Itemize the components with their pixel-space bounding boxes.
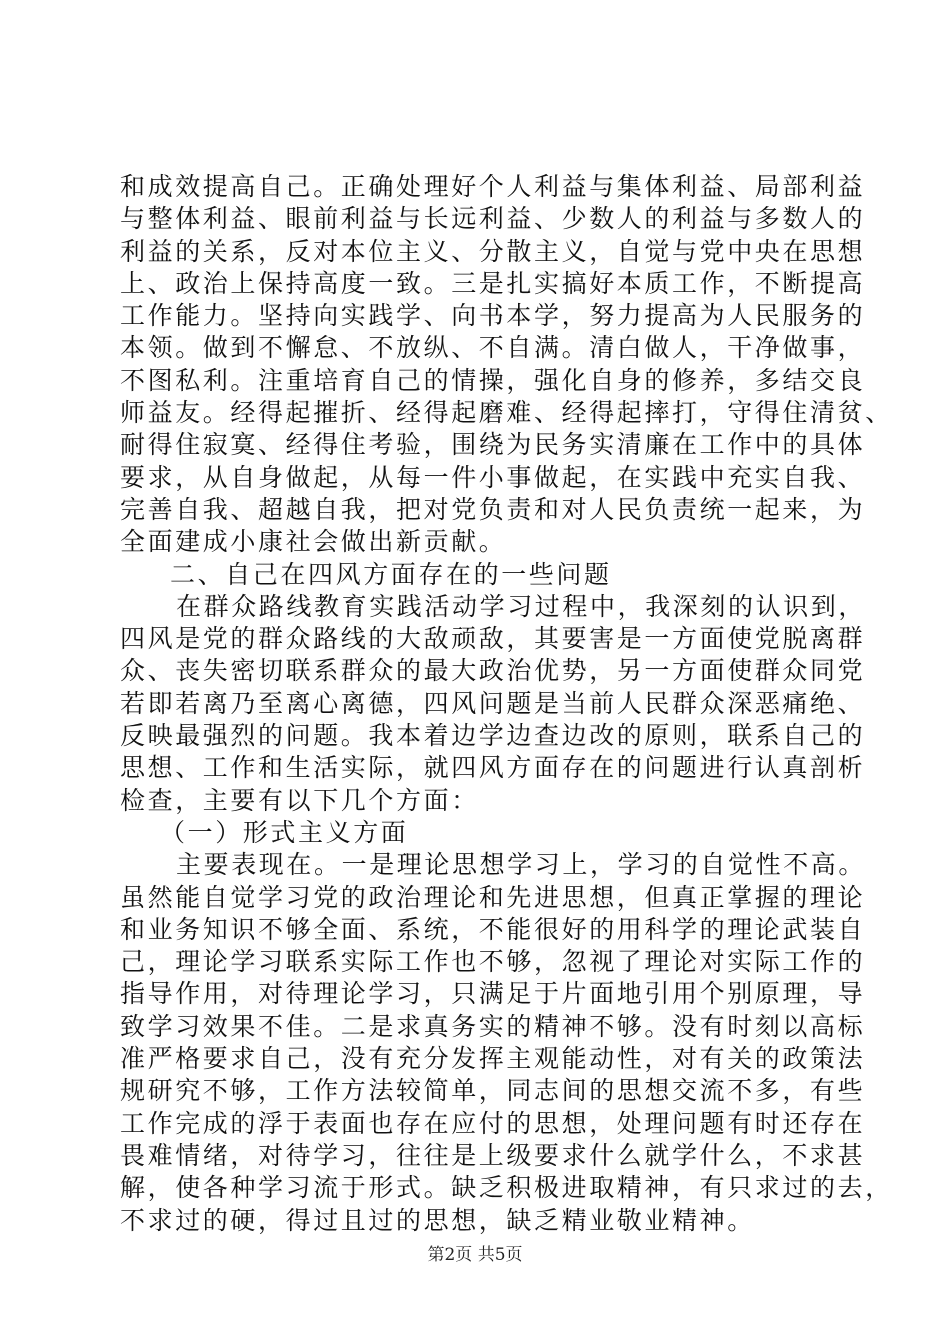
text-line: 不求过的硬，得过且过的思想，缺乏精业敬业精神。 [120,1205,755,1235]
text-line: 在群众路线教育实践活动学习过程中，我深刻的认识到， [176,591,867,621]
text-line: 和成效提高自己。正确处理好个人利益与集体利益、局部利益 [120,172,866,201]
text-line: 准严格要求自己，没有充分发挥主观能动性，对有关的政策法 [120,1044,866,1074]
text-line: 工作完成的浮于表面也存在应付的思想，处理问题有时还存在 [120,1108,866,1138]
text-line: 本领。做到不懈怠、不放纵、不自满。清白做人，干净做事， [120,333,866,363]
text-line: 己，理论学习联系实际工作也不够，忽视了理论对实际工作的 [120,947,866,977]
text-line: 畏难情绪，对待学习，往往是上级要求什么就学什么，不求甚 [120,1140,866,1170]
text-line: 工作能力。坚持向实践学、向书本学，努力提高为人民服务的 [120,301,866,331]
text-line: 若即若离乃至离心离德，四风问题是当前人民群众深恶痛绝、 [120,688,866,718]
text-line: 利益的关系，反对本位主义、分散主义，自觉与党中央在思想 [120,236,866,266]
text-line: 四风是党的群众路线的大敌顽敌，其要害是一方面使党脱离群 [120,624,866,654]
text-line: 师益友。经得起摧折、经得起磨难、经得起摔打，守得住清贫、 [120,398,893,428]
text-line: 与整体利益、眼前利益与长远利益、少数人的利益与多数人的 [120,204,866,234]
page-number-label: 第2页 共5页 [427,1245,523,1265]
text-line: 指导作用，对待理论学习，只满足于片面地引用个别原理，导 [120,979,866,1009]
text-line: 思想、工作和生活实际，就四风方面存在的问题进行认真剖析 [120,753,866,783]
section-heading: 二、自己在四风方面存在的一些问题 [170,559,612,589]
text-line: 全面建成小康社会做出新贡献。 [120,527,507,557]
text-line: 规研究不够，工作方法较简单，同志间的思想交流不多，有些 [120,1076,866,1106]
text-line: 致学习效果不佳。二是求真务实的精神不够。没有时刻以高标 [120,1011,866,1041]
text-line: 反映最强烈的问题。我本着边学边查边改的原则，联系自己的 [120,721,866,751]
text-line: 上、政治上保持高度一致。三是扎实搞好本质工作，不断提高 [120,268,866,298]
subsection-heading: （一）形式主义方面 [160,817,409,847]
text-line: 主要表现在。一是理论思想学习上，学习的自觉性不高。 [176,850,867,880]
text-line: 解，使各种学习流于形式。缺乏积极进取精神，有只求过的去， [120,1173,893,1203]
text-line: 耐得住寂寞、经得住考验，围绕为民务实清廉在工作中的具体 [120,430,866,460]
text-line: 完善自我、超越自我，把对党负责和对人民负责统一起来，为 [120,494,866,524]
page-footer [0,1245,950,1265]
text-line: 和业务知识不够全面、系统，不能很好的用科学的理论武装自 [120,914,866,944]
text-line: 不图私利。注重培育自己的情操，强化自身的修养，多结交良 [120,365,866,395]
document-body [120,171,893,1237]
text-line: 要求，从自身做起，从每一件小事做起，在实践中充实自我、 [120,462,866,492]
text-line: 检查，主要有以下几个方面： [120,785,479,815]
text-line: 众、丧失密切联系群众的最大政治优势，另一方面使群众同党 [120,656,866,686]
text-line: 虽然能自觉学习党的政治理论和先进思想，但真正掌握的理论 [120,882,866,912]
